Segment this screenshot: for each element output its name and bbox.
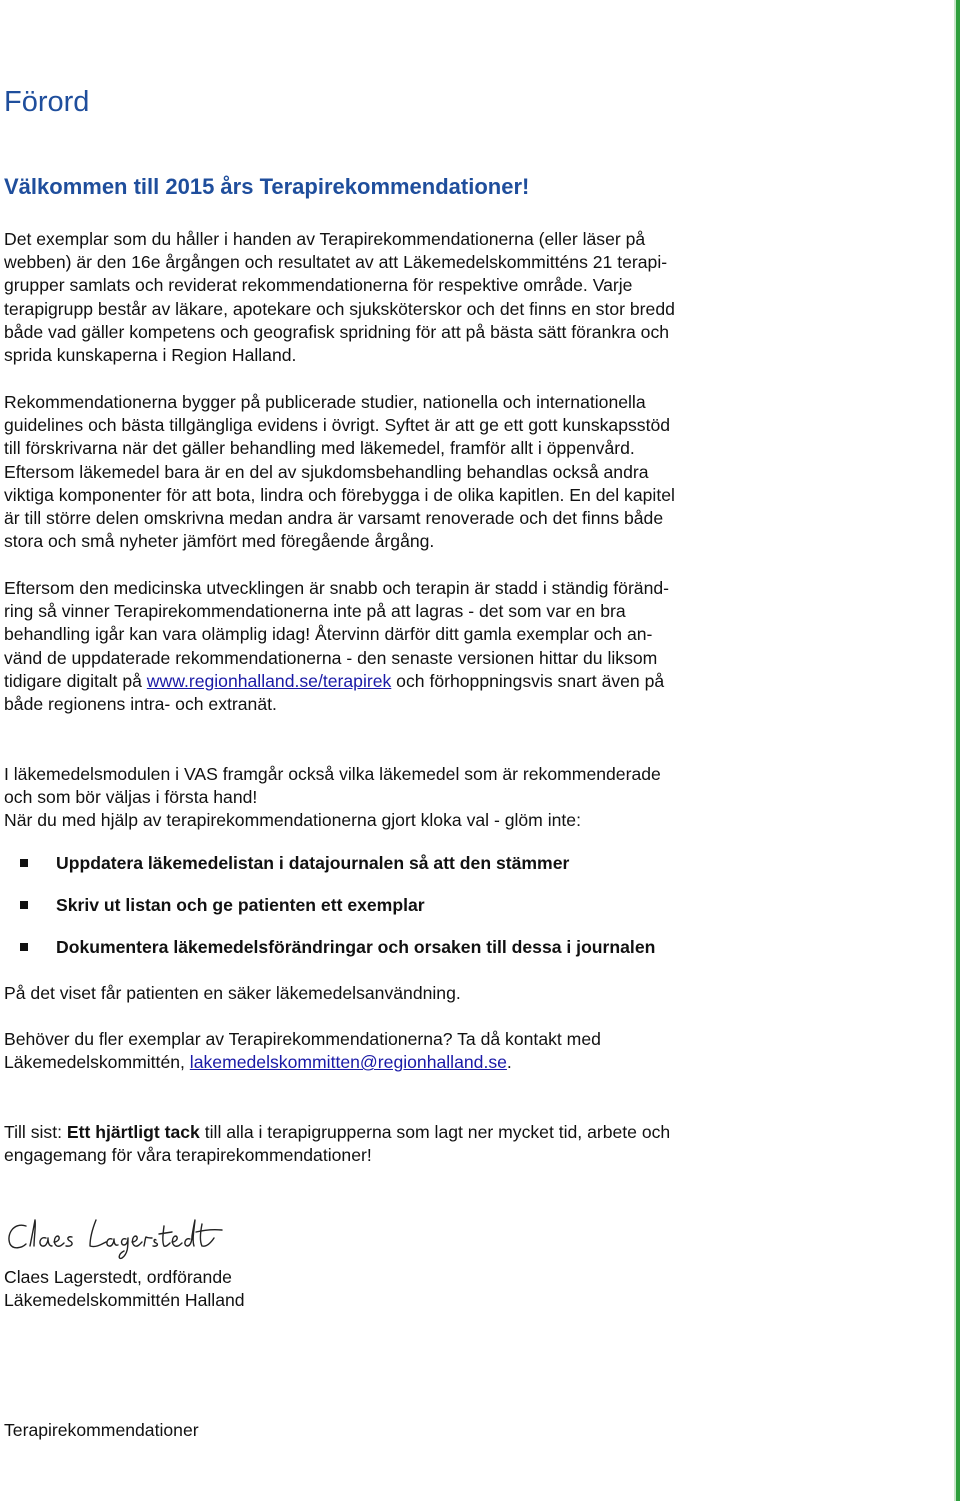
text-line: Eftersom den medicinska utvecklingen är snabb och terapin är stadd i ständig föränd- (4, 578, 670, 598)
signature-drawing (4, 1212, 224, 1262)
list-item-text: Skriv ut listan och ge patienten ett exemplar (56, 895, 425, 915)
text-line: I läkemedelsmodulen i VAS framgår också vilka läkemedel som är rekommenderade (4, 764, 661, 784)
text-line: Rekommendationerna bygger på publicerade studier, nationella och internationella (4, 392, 646, 412)
paragraph-intro (4, 228, 784, 367)
text-line: Behöver du fler exemplar av Terapirekommendationerna? Ta då kontakt med (4, 1029, 601, 1049)
text-fragment: och förhoppningsvis snart även på (391, 670, 665, 691)
text-fragment: Läkemedelskommittén, (4, 1052, 190, 1073)
text-line: Det exemplar som du håller i handen av Terapirekommendationerna (eller läser på (4, 229, 646, 249)
text-fragment: Till sist: (4, 1122, 67, 1142)
text-line: När du med hjälp av terapirekommendationerna gjort kloka val - glöm inte: (4, 810, 581, 831)
text-line: stora och små nyheter jämfört med föregående årgång. (4, 531, 435, 552)
paragraph-vas (4, 763, 784, 833)
text-line: sprida kunskaperna i Region Halland. (4, 345, 297, 366)
text-line: grupper samlats och reviderat rekommendationerna för respektive område. Varje (4, 275, 633, 296)
text-line: engagemang för våra terapirekommendationer! (4, 1145, 372, 1166)
paragraph-contact (4, 1028, 784, 1074)
text-line: vänd de uppdaterade rekommendationerna - den senaste versionen hittar du liksom (4, 647, 658, 668)
emphasis-text: Ett hjärtligt tack (66, 1122, 200, 1142)
text-line: guidelines och bästa tillgängliga evidens i övrigt. Syftet är att ge ett gott kunskapsstöd (4, 415, 671, 436)
list-item-text: Uppdatera läkemedelistan i datajournalen så att den stämmer (56, 853, 570, 873)
text-line: både regionens intra- och extranät. (4, 694, 277, 715)
text-fragment: tidigare digitalt på (4, 670, 147, 691)
paragraph-thanks (4, 1121, 784, 1167)
text-fragment: till alla i terapigrupperna som lagt ner mycket tid, arbete och (199, 1122, 671, 1142)
page-footer: Terapirekommendationer (4, 1420, 199, 1440)
text-line: och som bör väljas i första hand! (4, 787, 258, 808)
text-line: viktiga komponenter för att bota, lindra och förebygga i de olika kapitlen. En del kapitel (4, 484, 675, 505)
text-line: behandling igår kan vara olämplig idag! Återvinn därför ditt gamla exemplar och an- (4, 624, 653, 645)
website-link[interactable]: www.regionhalland.se/terapirek (146, 670, 392, 691)
text-line: terapigrupp består av läkare, apotekare och sjuksköterskor och det finns en stor bredd (4, 298, 675, 319)
sidebar-accent (956, 0, 960, 1501)
text-line: är till större delen omskrivna medan andra är varsamt renoverade och det finns både (4, 508, 664, 529)
page-subtitle: Välkommen till 2015 års Terapirekommendationer! (4, 174, 530, 199)
paragraph-evidence (4, 391, 784, 553)
signer-organization: Läkemedelskommittén Halland (4, 1290, 245, 1311)
square-bullet-icon (20, 901, 28, 909)
text-line: både vad gäller kompetens och geografisk spridning för att på bästa sätt förankra och (4, 321, 670, 342)
text-line-with-email (4, 1051, 784, 1074)
list-item-text: Dokumentera läkemedelsförändringar och orsaken till dessa i journalen (56, 937, 656, 957)
page-title: Förord (4, 86, 90, 118)
text-line: till förskrivarna när det gäller behandling med läkemedel, framför allt i öppenvård. (4, 438, 635, 459)
text-line-with-link (4, 670, 784, 693)
text-line: På det viset får patienten en säker läkemedelsanvändning. (4, 983, 461, 1003)
signer-name: Claes Lagerstedt, ordförande (4, 1267, 232, 1287)
square-bullet-icon (20, 859, 28, 867)
handwritten-signature (4, 1212, 224, 1267)
signer-block (4, 1266, 784, 1312)
email-link[interactable]: lakemedelskommitten@regionhalland.se (189, 1052, 507, 1073)
text-line: Eftersom läkemedel bara är en del av sjukdomsbehandling behandlas också andra (4, 461, 649, 482)
text-line: ring så vinner Terapirekommendationerna inte på att lagras - det som var en bra (4, 601, 626, 622)
text-line (4, 1121, 784, 1144)
paragraph-recycle (4, 577, 784, 716)
text-fragment: . (506, 1052, 512, 1073)
square-bullet-icon (20, 943, 28, 951)
paragraph-safe-use (4, 982, 784, 1005)
text-line: webben) är den 16e årgången och resultatet av att Läkemedelskommitténs 21 terapi- (4, 252, 668, 273)
